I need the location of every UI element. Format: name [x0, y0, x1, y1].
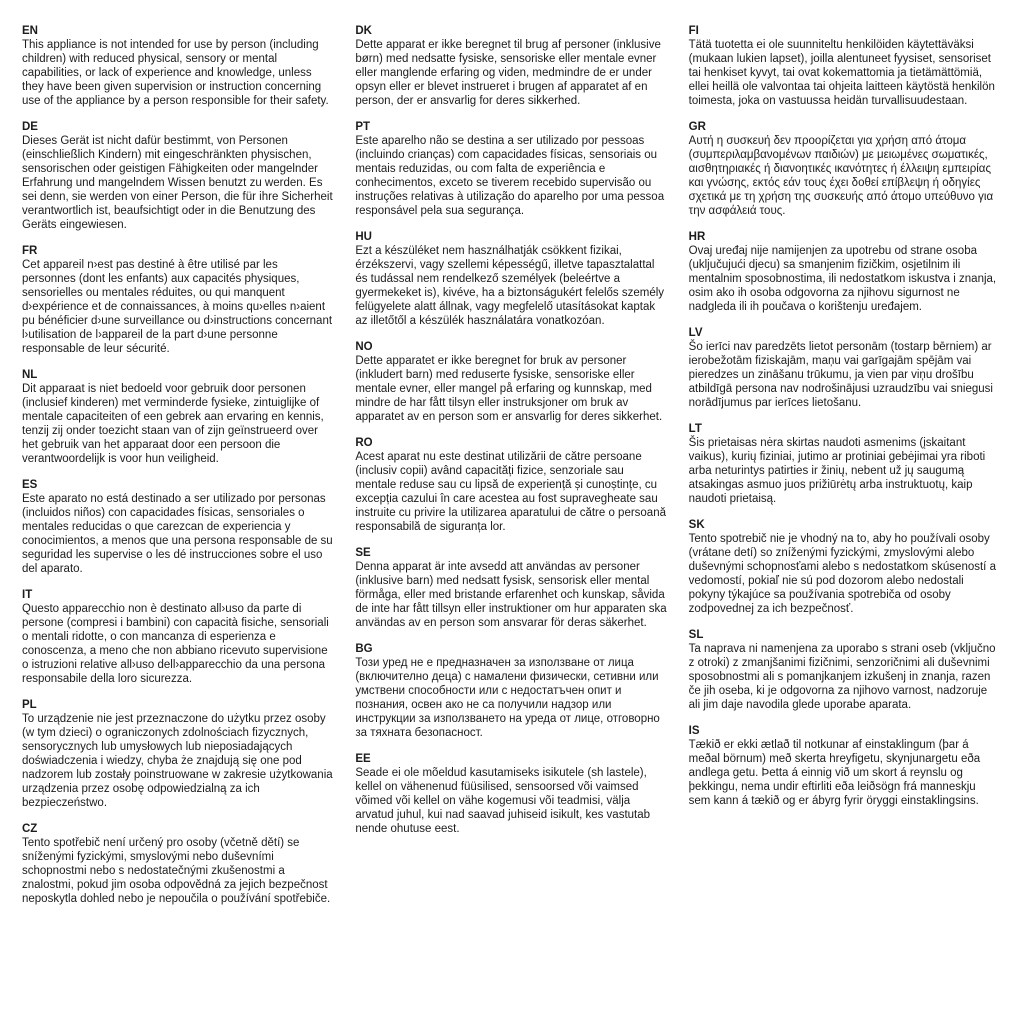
column-middle: [355, 24, 666, 1016]
language-code-label: NO: [355, 341, 373, 353]
language-warning-text: Dette apparat er ikke beregnet til brug af personer (inklusive børn) med nedsatte fysiske, sensoriske eller mentale evner eller manglende erfaring og viden, medmindre de er under opsyn eller er blevet instrueret i brugen af apparatet af en person, der er ansvarlig for deres sikkerhed.: [355, 39, 661, 107]
language-warning-text: Cet appareil n›est pas destiné à être utilisé par les personnes (dont les enfants) aux capacités physiques, sensorielles ou mentales réduites, ou qui manquent d›expérience et de connaissances, à moins qu›elles n›aient pu bénéficier d›une surveillance ou d›instructions concernant l›utilisation de l›appareil de la part d›une personne responsable de leur sécurité.: [22, 259, 333, 355]
language-code-label: RO: [355, 437, 373, 449]
language-code-label: LV: [688, 327, 703, 339]
language-code-label: DK: [355, 25, 372, 37]
language-warning-text: Tento spotřebič není určený pro osoby (včetně dětí) se sníženými fyzickými, smyslovými nebo duševními schopnostmi nebo s nedostatečnými zkušenostmi a znalostmi, pokud jim osoba odpovědná za jejich bezpečnost neposkytla dohled nebo je nepoučila o používání spotřebiče.: [22, 837, 331, 905]
language-section-nl: [22, 368, 333, 466]
language-warning-text: Този уред не е предназначен за използване от лица (включително деца) с намалени физически, сетивни или умствени способности или с недостатъчен опит и познания, освен ако не са получили надзор или инструкции за използването на уреда от лице, отговорно за тяхната безопасност.: [355, 657, 660, 739]
language-warning-text: To urządzenie nie jest przeznaczone do użytku przez osoby (w tym dzieci) o ograniczonych zdolnościach fizycznych, sensorycznych lub umysłowych lub nieposiadających doświadczenia i wiedzy, chyba że znajdują się one pod nadzorem lub zostały poinstruowane w zakresie użytkowania urządzenia przez osobę odpowiedzialną za ich bezpieczeństwo.: [22, 713, 333, 809]
language-warning-text: Dieses Gerät ist nicht dafür bestimmt, von Personen (einschließlich Kindern) mit eingeschränkten physischen, sensorischen oder geistigen Fähigkeiten oder mangelnder Erfahrung und mangelndem Wissen benutzt zu werden. Es sei denn, sie werden von einer Person, die für ihre Sicherheit verantwortlich ist, beaufsichtigt oder in die Benutzung des Geräts eingewiesen.: [22, 135, 333, 231]
language-section-pl: [22, 698, 333, 810]
language-warning-text: Acest aparat nu este destinat utilizării de către persoane (inclusiv copii) având capacități fizice, senzoriale sau mentale reduse sau cu lipsă de experiență și cunoștințe, cu excepția cazului în care acestea au fost supravegheate sau instruite cu privire la utilizarea aparatului de către o persoană responsabilă de siguranța lor.: [355, 451, 666, 533]
language-warning-text: Ovaj uređaj nije namijenjen za upotrebu od strane osoba (uključujući djecu) sa smanjenim fizičkim, osjetilnim ili mentalnim sposobnostima, ili nedostatkom iskustva i znanja, osim ako ih osoba odgovorna za njihovu sigurnost ne nadgleda ili ih poučava o korištenju uređajem.: [688, 245, 997, 313]
language-code-label: NL: [22, 369, 38, 381]
language-code-label: SL: [688, 629, 704, 641]
language-warning-text: Αυτή η συσκευή δεν προορίζεται για χρήση από άτομα (συμπεριλαμβανομένων παιδιών) με μειωμένες σωματικές, αισθητηριακές ή διανοητικές ικανότητες ή έλλειψη εμπειρίας και γνώσης, εκτός εάν τους έχει δοθεί επίβλεψη ή οδηγίες σχετικά με τη χρήση της συσκευής από άτομο υπεύθυνο για την ασφάλειά τους.: [688, 135, 994, 217]
language-code-label: PL: [22, 699, 37, 711]
language-section-lt: [689, 422, 1000, 506]
language-section-sl: [689, 628, 1000, 712]
language-code-label: FR: [22, 245, 38, 257]
language-code-label: IT: [22, 589, 33, 601]
language-warning-text: Dit apparaat is niet bedoeld voor gebruik door personen (inclusief kinderen) met verminderde fysieke, zintuiglijke of mentale capaciteiten of een gebrek aan ervaring en kennis, tenzij zij onder toezicht staan van of zijn geïnstrueerd over het gebruik van het apparaat door een persoon die verantwoordelijk is voor hun veiligheid.: [22, 383, 324, 465]
column-right: [689, 24, 1000, 1016]
language-code-label: HU: [355, 231, 372, 243]
language-warning-text: Ta naprava ni namenjena za uporabo s strani oseb (vključno z otroki) z zmanjšanimi fizičnimi, senzoričnimi ali duševnimi sposobnostmi ali s pomanjkanjem izkušenj in znanja, razen če jih oseba, ki je odgovorna za njihovo varnost, nadzoruje ali jim daje navodila glede uporabe aparata.: [688, 643, 996, 711]
language-section-lv: [689, 326, 1000, 410]
language-section-fi: [689, 24, 1000, 108]
language-code-label: BG: [355, 643, 373, 655]
language-warning-text: Ezt a készüléket nem használhatják csökkent fizikai, érzékszervi, vagy szellemi képességű, illetve tapasztalattal és tudással nem rendelkező személyek (beleértve a gyermekeket is), kivéve, ha a biztonságukért felelős személy felügyelete alatt állnak, vagy megfelelő utasításokat kaptak az illetőtől a készülék használatára vonatkozóan.: [355, 245, 665, 327]
language-section-hr: [689, 230, 1000, 314]
language-section-dk: [355, 24, 666, 108]
language-code-label: IS: [688, 725, 700, 737]
language-section-hu: [355, 230, 666, 328]
language-warning-text: Tätä tuotetta ei ole suunniteltu henkilöiden käytettäväksi (mukaan lukien lapset), joilla alentuneet fyysiset, sensoriset tai henkiset kyvyt, tai ovat kokemattomia ja tietämättömiä, ellei heillä ole valvontaa tai ohjeita laitteen käytöstä henkilön toimesta, joka on vastuussa heidän turvallisuudestaan.: [688, 39, 995, 107]
language-code-label: CZ: [22, 823, 38, 835]
language-warning-text: Este aparato no está destinado a ser utilizado por personas (incluidos niños) con capacidades físicas, sensoriales o mentales reducidas o que carezcan de experiencia y conocimientos, a menos que una persona responsable de su seguridad les supervise o les dé instrucciones sobre el uso del aparato.: [22, 493, 333, 575]
language-section-bg: [355, 642, 666, 740]
language-warning-text: Šis prietaisas nėra skirtas naudoti asmenims (įskaitant vaikus), kurių fiziniai, jutimo ar protiniai gebėjimai yra riboti arba neturintys patirties ir žinių, nebent už jų saugumą atsakingas asmuo juos prižiūrėtų arba instruktuotų, kaip naudoti prietaisą.: [688, 437, 986, 505]
language-section-se: [355, 546, 666, 630]
language-section-no: [355, 340, 666, 424]
language-warning-text: Tækið er ekki ætlað til notkunar af einstaklingum (þar á meðal börnum) með skerta hreyfigetu, skynjunargetu eða andlega getu. Þetta á einnig við um skort á reynslu og þekkingu, nema undir eftirliti eða leiðsögn frá manneskju sem kann á tækið og er ábyrg fyrir öryggi einstaklingsins.: [688, 739, 981, 807]
language-section-sk: [689, 518, 1000, 616]
language-warning-text: Questo apparecchio non è destinato all›uso da parte di persone (compresi i bambini) con capacità fisiche, sensoriali o mentali ridotte, o con mancanza di esperienza e conoscenza, a meno che non abbiano ricevuto supervisione o istruzioni relative all›uso dell›apparecchio da una persona responsabile della loro sicurezza.: [22, 603, 329, 685]
language-code-label: FI: [688, 25, 699, 37]
language-warning-text: Tento spotrebič nie je vhodný na to, aby ho používali osoby (vrátane detí) so zníženými fyzickými, zmyslovými alebo duševnými schopnosťami alebo s nedostatkom skúseností a vedomostí, pokiaľ nie sú pod dozorom alebo nedostali pokyny týkajúce sa používania spotrebiča od osoby zodpovednej za ich bezpečnosť.: [688, 533, 996, 615]
language-code-label: SK: [688, 519, 705, 531]
language-section-fr: [22, 244, 333, 356]
language-code-label: HR: [688, 231, 706, 243]
language-code-label: GR: [688, 121, 706, 133]
language-code-label: EE: [355, 753, 371, 765]
language-section-is: [689, 724, 1000, 808]
language-code-label: DE: [22, 121, 38, 133]
language-warning-text: Dette apparatet er ikke beregnet for bruk av personer (inkludert barn) med reduserte fysiske, sensoriske eller mentale evner, eller mangel på erfaring og kunnskap, med mindre de har fått tilsyn eller instruksjoner om bruk av apparatet av en person som er ansvarlig for deres sikkerhet.: [355, 355, 663, 423]
language-section-es: [22, 478, 333, 576]
language-code-label: PT: [355, 121, 371, 133]
language-code-label: ES: [22, 479, 38, 491]
language-code-label: LT: [688, 423, 702, 435]
language-section-gr: [689, 120, 1000, 218]
language-section-ro: [355, 436, 666, 534]
column-left: [22, 24, 333, 1016]
language-section-cz: [22, 822, 333, 906]
language-warning-text: Šo ierīci nav paredzēts lietot personām (tostarp bērniem) ar ierobežotām fiziskajām, maņu vai garīgajām spējām vai pieredzes un zināšanu trūkumu, ja vien par viņu drošību atbildīgā persona nav nodrošinājusi uzraudzību vai sniegusi norādījumus par ierīces lietošanu.: [688, 341, 993, 409]
language-section-ee: [355, 752, 666, 836]
language-warning-text: Seade ei ole mõeldud kasutamiseks isikutele (sh lastele), kellel on vähenenud füüsilised, sensoorsed või vaimsed võimed või kellel on vähe kogemusi või teadmisi, välja arvatud juhul, kui nad saavad juhiseid isikult, kes vastutab nende ohutuse eest.: [355, 767, 651, 835]
language-warning-text: Este aparelho não se destina a ser utilizado por pessoas (incluindo crianças) com capacidades físicas, sensoriais ou mentais reduzidas, ou com falta de experiência e conhecimentos, exceto se tiverem recebido supervisão ou instruções relativas à utilização do aparelho por uma pessoa responsável pela sua segurança.: [355, 135, 665, 217]
language-section-pt: [355, 120, 666, 218]
language-code-label: EN: [22, 25, 38, 37]
language-warning-text: Denna apparat är inte avsedd att användas av personer (inklusive barn) med nedsatt fysisk, sensorisk eller mental förmåga, eller med bristande erfarenhet och kunskap, såvida de inte har fått tillsyn eller instruktioner om hur apparaten ska användas av en person som ansvarar för deras säkerhet.: [355, 561, 667, 629]
language-code-label: SE: [355, 547, 371, 559]
language-section-it: [22, 588, 333, 686]
language-section-de: [22, 120, 333, 232]
language-warning-text: This appliance is not intended for use by person (including children) with reduced physical, sensory or mental capabilities, or lack of experience and knowledge, unless they have been given supervision or instruction concerning use of the appliance by a person responsible for their safety.: [22, 39, 329, 107]
language-section-en: [22, 24, 333, 108]
